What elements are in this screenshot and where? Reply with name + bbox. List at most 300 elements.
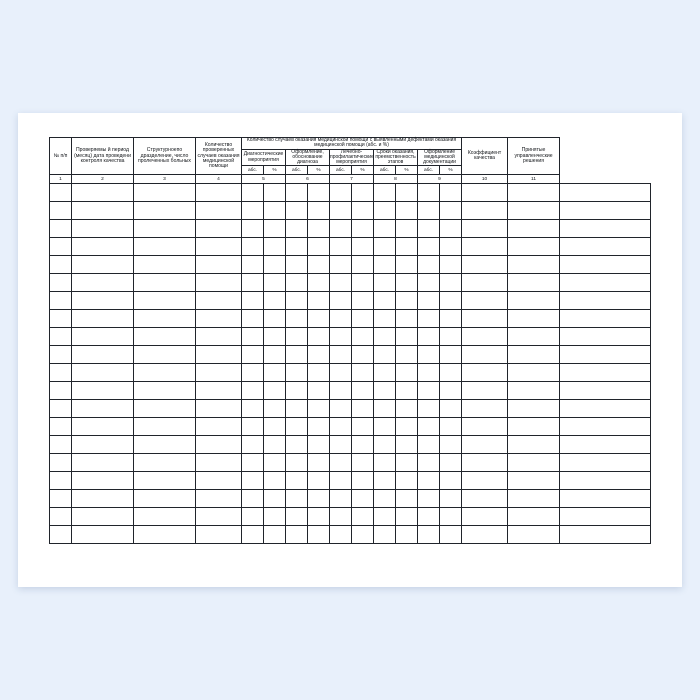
table-cell[interactable] xyxy=(462,256,508,274)
table-cell[interactable] xyxy=(72,364,134,382)
table-cell[interactable] xyxy=(286,328,308,346)
table-cell[interactable] xyxy=(134,292,196,310)
table-cell[interactable] xyxy=(418,184,440,202)
table-cell[interactable] xyxy=(560,489,651,507)
table-cell[interactable] xyxy=(508,381,560,399)
table-cell[interactable] xyxy=(286,220,308,238)
table-cell[interactable] xyxy=(286,417,308,435)
table-cell[interactable] xyxy=(50,328,72,346)
table-cell[interactable] xyxy=(440,256,462,274)
table-cell[interactable] xyxy=(242,346,264,364)
table-cell[interactable] xyxy=(264,346,286,364)
table-cell[interactable] xyxy=(418,202,440,220)
table-cell[interactable] xyxy=(440,489,462,507)
table-cell[interactable] xyxy=(134,525,196,543)
table-cell[interactable] xyxy=(264,471,286,489)
table-cell[interactable] xyxy=(286,399,308,417)
table-cell[interactable] xyxy=(440,471,462,489)
table-cell[interactable] xyxy=(308,220,330,238)
table-cell[interactable] xyxy=(508,364,560,382)
table-cell[interactable] xyxy=(134,220,196,238)
table-cell[interactable] xyxy=(330,399,352,417)
table-cell[interactable] xyxy=(308,364,330,382)
table-cell[interactable] xyxy=(352,507,374,525)
table-cell[interactable] xyxy=(50,202,72,220)
table-cell[interactable] xyxy=(330,310,352,328)
table-cell[interactable] xyxy=(134,310,196,328)
table-cell[interactable] xyxy=(196,184,242,202)
table-cell[interactable] xyxy=(72,399,134,417)
table-cell[interactable] xyxy=(308,417,330,435)
table-cell[interactable] xyxy=(462,202,508,220)
table-cell[interactable] xyxy=(418,435,440,453)
table-cell[interactable] xyxy=(264,292,286,310)
table-cell[interactable] xyxy=(50,453,72,471)
table-cell[interactable] xyxy=(352,489,374,507)
table-cell[interactable] xyxy=(134,381,196,399)
table-cell[interactable] xyxy=(508,184,560,202)
table-cell[interactable] xyxy=(72,525,134,543)
table-cell[interactable] xyxy=(508,525,560,543)
table-cell[interactable] xyxy=(352,256,374,274)
table-cell[interactable] xyxy=(508,292,560,310)
table-cell[interactable] xyxy=(72,184,134,202)
table-cell[interactable] xyxy=(196,453,242,471)
table-cell[interactable] xyxy=(134,489,196,507)
table-cell[interactable] xyxy=(72,220,134,238)
table-cell[interactable] xyxy=(196,364,242,382)
table-cell[interactable] xyxy=(352,310,374,328)
table-cell[interactable] xyxy=(264,256,286,274)
table-cell[interactable] xyxy=(396,202,418,220)
table-cell[interactable] xyxy=(462,417,508,435)
table-cell[interactable] xyxy=(396,364,418,382)
table-cell[interactable] xyxy=(134,202,196,220)
table-cell[interactable] xyxy=(508,507,560,525)
table-cell[interactable] xyxy=(508,238,560,256)
table-cell[interactable] xyxy=(72,346,134,364)
table-cell[interactable] xyxy=(286,310,308,328)
table-cell[interactable] xyxy=(374,417,396,435)
table-cell[interactable] xyxy=(462,346,508,364)
table-cell[interactable] xyxy=(286,525,308,543)
table-cell[interactable] xyxy=(286,292,308,310)
table-cell[interactable] xyxy=(286,507,308,525)
table-cell[interactable] xyxy=(374,274,396,292)
table-cell[interactable] xyxy=(330,381,352,399)
table-cell[interactable] xyxy=(286,346,308,364)
table-cell[interactable] xyxy=(196,346,242,364)
table-cell[interactable] xyxy=(286,489,308,507)
table-cell[interactable] xyxy=(50,489,72,507)
table-cell[interactable] xyxy=(560,364,651,382)
table-cell[interactable] xyxy=(560,399,651,417)
table-cell[interactable] xyxy=(50,381,72,399)
table-cell[interactable] xyxy=(72,310,134,328)
table-cell[interactable] xyxy=(330,220,352,238)
table-cell[interactable] xyxy=(560,220,651,238)
table-cell[interactable] xyxy=(374,399,396,417)
table-cell[interactable] xyxy=(396,507,418,525)
table-cell[interactable] xyxy=(396,310,418,328)
table-cell[interactable] xyxy=(352,238,374,256)
table-cell[interactable] xyxy=(352,274,374,292)
table-cell[interactable] xyxy=(72,256,134,274)
table-cell[interactable] xyxy=(72,274,134,292)
table-cell[interactable] xyxy=(196,328,242,346)
table-cell[interactable] xyxy=(330,184,352,202)
table-cell[interactable] xyxy=(286,202,308,220)
table-cell[interactable] xyxy=(134,435,196,453)
table-cell[interactable] xyxy=(134,346,196,364)
table-cell[interactable] xyxy=(352,184,374,202)
table-cell[interactable] xyxy=(418,346,440,364)
table-cell[interactable] xyxy=(264,364,286,382)
table-cell[interactable] xyxy=(330,507,352,525)
table-cell[interactable] xyxy=(440,399,462,417)
table-cell[interactable] xyxy=(418,399,440,417)
table-cell[interactable] xyxy=(418,507,440,525)
table-cell[interactable] xyxy=(330,364,352,382)
table-cell[interactable] xyxy=(50,507,72,525)
table-cell[interactable] xyxy=(440,292,462,310)
table-cell[interactable] xyxy=(374,202,396,220)
table-cell[interactable] xyxy=(242,328,264,346)
table-cell[interactable] xyxy=(508,274,560,292)
table-cell[interactable] xyxy=(50,435,72,453)
table-cell[interactable] xyxy=(308,489,330,507)
table-cell[interactable] xyxy=(396,471,418,489)
table-cell[interactable] xyxy=(50,238,72,256)
table-cell[interactable] xyxy=(374,346,396,364)
table-cell[interactable] xyxy=(560,525,651,543)
table-cell[interactable] xyxy=(374,364,396,382)
table-cell[interactable] xyxy=(134,256,196,274)
table-cell[interactable] xyxy=(264,525,286,543)
table-cell[interactable] xyxy=(286,274,308,292)
table-cell[interactable] xyxy=(374,256,396,274)
table-cell[interactable] xyxy=(418,453,440,471)
table-cell[interactable] xyxy=(50,417,72,435)
table-cell[interactable] xyxy=(330,489,352,507)
table-cell[interactable] xyxy=(508,256,560,274)
table-cell[interactable] xyxy=(72,453,134,471)
table-cell[interactable] xyxy=(242,310,264,328)
table-cell[interactable] xyxy=(72,435,134,453)
table-cell[interactable] xyxy=(330,417,352,435)
table-cell[interactable] xyxy=(560,346,651,364)
table-cell[interactable] xyxy=(286,184,308,202)
table-cell[interactable] xyxy=(462,328,508,346)
table-cell[interactable] xyxy=(508,328,560,346)
table-cell[interactable] xyxy=(242,220,264,238)
table-cell[interactable] xyxy=(374,381,396,399)
table-cell[interactable] xyxy=(196,417,242,435)
table-cell[interactable] xyxy=(50,525,72,543)
table-cell[interactable] xyxy=(396,184,418,202)
table-cell[interactable] xyxy=(462,220,508,238)
table-cell[interactable] xyxy=(242,399,264,417)
table-cell[interactable] xyxy=(374,489,396,507)
table-cell[interactable] xyxy=(242,525,264,543)
table-cell[interactable] xyxy=(264,381,286,399)
table-cell[interactable] xyxy=(308,328,330,346)
table-cell[interactable] xyxy=(418,525,440,543)
table-cell[interactable] xyxy=(440,220,462,238)
table-cell[interactable] xyxy=(134,417,196,435)
table-cell[interactable] xyxy=(264,489,286,507)
table-cell[interactable] xyxy=(134,328,196,346)
table-cell[interactable] xyxy=(462,292,508,310)
table-cell[interactable] xyxy=(264,435,286,453)
table-cell[interactable] xyxy=(264,274,286,292)
table-cell[interactable] xyxy=(264,310,286,328)
table-cell[interactable] xyxy=(462,274,508,292)
table-cell[interactable] xyxy=(308,346,330,364)
table-cell[interactable] xyxy=(374,525,396,543)
table-cell[interactable] xyxy=(286,364,308,382)
table-cell[interactable] xyxy=(462,381,508,399)
table-cell[interactable] xyxy=(72,292,134,310)
table-cell[interactable] xyxy=(462,507,508,525)
table-cell[interactable] xyxy=(352,453,374,471)
table-cell[interactable] xyxy=(508,435,560,453)
table-cell[interactable] xyxy=(134,274,196,292)
table-cell[interactable] xyxy=(440,328,462,346)
table-cell[interactable] xyxy=(508,202,560,220)
table-cell[interactable] xyxy=(50,471,72,489)
table-cell[interactable] xyxy=(50,256,72,274)
table-cell[interactable] xyxy=(374,238,396,256)
table-cell[interactable] xyxy=(242,507,264,525)
table-cell[interactable] xyxy=(264,507,286,525)
table-cell[interactable] xyxy=(440,274,462,292)
table-cell[interactable] xyxy=(72,328,134,346)
table-cell[interactable] xyxy=(352,328,374,346)
table-cell[interactable] xyxy=(440,202,462,220)
table-cell[interactable] xyxy=(560,310,651,328)
table-cell[interactable] xyxy=(196,274,242,292)
table-cell[interactable] xyxy=(330,256,352,274)
table-cell[interactable] xyxy=(352,292,374,310)
table-cell[interactable] xyxy=(330,238,352,256)
table-cell[interactable] xyxy=(330,292,352,310)
table-cell[interactable] xyxy=(242,381,264,399)
table-cell[interactable] xyxy=(196,381,242,399)
table-cell[interactable] xyxy=(242,202,264,220)
table-cell[interactable] xyxy=(374,292,396,310)
table-cell[interactable] xyxy=(308,525,330,543)
table-cell[interactable] xyxy=(462,184,508,202)
table-cell[interactable] xyxy=(196,310,242,328)
table-cell[interactable] xyxy=(396,399,418,417)
table-cell[interactable] xyxy=(196,202,242,220)
table-cell[interactable] xyxy=(374,471,396,489)
table-cell[interactable] xyxy=(264,220,286,238)
table-cell[interactable] xyxy=(418,220,440,238)
table-cell[interactable] xyxy=(508,453,560,471)
table-cell[interactable] xyxy=(242,417,264,435)
table-cell[interactable] xyxy=(418,471,440,489)
table-cell[interactable] xyxy=(396,274,418,292)
table-cell[interactable] xyxy=(196,435,242,453)
table-cell[interactable] xyxy=(508,346,560,364)
table-cell[interactable] xyxy=(264,238,286,256)
table-cell[interactable] xyxy=(286,256,308,274)
table-cell[interactable] xyxy=(50,184,72,202)
table-cell[interactable] xyxy=(196,489,242,507)
table-cell[interactable] xyxy=(508,220,560,238)
table-cell[interactable] xyxy=(308,381,330,399)
table-cell[interactable] xyxy=(264,417,286,435)
table-cell[interactable] xyxy=(308,256,330,274)
table-cell[interactable] xyxy=(330,202,352,220)
table-cell[interactable] xyxy=(508,489,560,507)
table-cell[interactable] xyxy=(308,453,330,471)
table-cell[interactable] xyxy=(560,256,651,274)
table-cell[interactable] xyxy=(330,328,352,346)
table-cell[interactable] xyxy=(440,346,462,364)
table-cell[interactable] xyxy=(560,435,651,453)
table-cell[interactable] xyxy=(196,238,242,256)
table-cell[interactable] xyxy=(286,453,308,471)
table-cell[interactable] xyxy=(264,202,286,220)
table-cell[interactable] xyxy=(560,471,651,489)
table-cell[interactable] xyxy=(462,364,508,382)
table-cell[interactable] xyxy=(242,364,264,382)
table-cell[interactable] xyxy=(308,202,330,220)
table-cell[interactable] xyxy=(196,507,242,525)
table-cell[interactable] xyxy=(330,346,352,364)
table-cell[interactable] xyxy=(462,435,508,453)
table-cell[interactable] xyxy=(396,328,418,346)
table-cell[interactable] xyxy=(440,525,462,543)
table-cell[interactable] xyxy=(352,364,374,382)
table-cell[interactable] xyxy=(396,238,418,256)
table-cell[interactable] xyxy=(418,310,440,328)
table-cell[interactable] xyxy=(242,238,264,256)
table-cell[interactable] xyxy=(72,202,134,220)
table-cell[interactable] xyxy=(396,256,418,274)
table-cell[interactable] xyxy=(352,417,374,435)
table-cell[interactable] xyxy=(508,471,560,489)
table-cell[interactable] xyxy=(440,507,462,525)
table-cell[interactable] xyxy=(308,435,330,453)
table-cell[interactable] xyxy=(396,220,418,238)
table-cell[interactable] xyxy=(72,381,134,399)
table-cell[interactable] xyxy=(396,453,418,471)
table-cell[interactable] xyxy=(50,220,72,238)
table-cell[interactable] xyxy=(134,364,196,382)
table-cell[interactable] xyxy=(418,381,440,399)
table-cell[interactable] xyxy=(72,238,134,256)
table-cell[interactable] xyxy=(462,399,508,417)
table-cell[interactable] xyxy=(418,417,440,435)
table-cell[interactable] xyxy=(374,507,396,525)
table-cell[interactable] xyxy=(330,274,352,292)
table-cell[interactable] xyxy=(560,238,651,256)
table-cell[interactable] xyxy=(560,417,651,435)
table-cell[interactable] xyxy=(418,364,440,382)
table-cell[interactable] xyxy=(560,184,651,202)
table-cell[interactable] xyxy=(72,471,134,489)
table-cell[interactable] xyxy=(242,274,264,292)
table-cell[interactable] xyxy=(462,471,508,489)
table-cell[interactable] xyxy=(440,238,462,256)
table-cell[interactable] xyxy=(264,399,286,417)
table-cell[interactable] xyxy=(286,238,308,256)
table-cell[interactable] xyxy=(352,525,374,543)
table-cell[interactable] xyxy=(242,453,264,471)
table-cell[interactable] xyxy=(352,435,374,453)
table-cell[interactable] xyxy=(374,328,396,346)
table-cell[interactable] xyxy=(286,471,308,489)
table-cell[interactable] xyxy=(134,507,196,525)
table-cell[interactable] xyxy=(352,202,374,220)
table-cell[interactable] xyxy=(264,184,286,202)
table-cell[interactable] xyxy=(242,292,264,310)
table-cell[interactable] xyxy=(242,256,264,274)
table-cell[interactable] xyxy=(134,453,196,471)
table-cell[interactable] xyxy=(286,435,308,453)
table-cell[interactable] xyxy=(196,220,242,238)
table-cell[interactable] xyxy=(418,489,440,507)
table-cell[interactable] xyxy=(440,184,462,202)
table-cell[interactable] xyxy=(440,417,462,435)
table-cell[interactable] xyxy=(396,346,418,364)
table-cell[interactable] xyxy=(440,435,462,453)
table-cell[interactable] xyxy=(308,310,330,328)
table-cell[interactable] xyxy=(50,399,72,417)
table-cell[interactable] xyxy=(560,274,651,292)
table-cell[interactable] xyxy=(242,435,264,453)
table-cell[interactable] xyxy=(462,525,508,543)
table-cell[interactable] xyxy=(508,310,560,328)
table-cell[interactable] xyxy=(560,381,651,399)
table-cell[interactable] xyxy=(560,202,651,220)
table-cell[interactable] xyxy=(352,399,374,417)
table-cell[interactable] xyxy=(50,364,72,382)
table-cell[interactable] xyxy=(242,184,264,202)
table-cell[interactable] xyxy=(396,435,418,453)
table-cell[interactable] xyxy=(134,399,196,417)
table-cell[interactable] xyxy=(560,453,651,471)
table-cell[interactable] xyxy=(242,489,264,507)
table-cell[interactable] xyxy=(50,274,72,292)
table-cell[interactable] xyxy=(352,471,374,489)
table-cell[interactable] xyxy=(196,256,242,274)
table-cell[interactable] xyxy=(352,346,374,364)
table-cell[interactable] xyxy=(196,399,242,417)
table-cell[interactable] xyxy=(396,292,418,310)
table-cell[interactable] xyxy=(50,292,72,310)
table-cell[interactable] xyxy=(440,453,462,471)
table-cell[interactable] xyxy=(264,453,286,471)
table-cell[interactable] xyxy=(374,184,396,202)
table-cell[interactable] xyxy=(330,471,352,489)
table-cell[interactable] xyxy=(72,507,134,525)
table-cell[interactable] xyxy=(308,184,330,202)
table-cell[interactable] xyxy=(308,274,330,292)
table-cell[interactable] xyxy=(440,310,462,328)
table-cell[interactable] xyxy=(560,507,651,525)
table-cell[interactable] xyxy=(440,381,462,399)
table-cell[interactable] xyxy=(134,184,196,202)
table-cell[interactable] xyxy=(134,238,196,256)
table-cell[interactable] xyxy=(196,525,242,543)
table-cell[interactable] xyxy=(440,364,462,382)
table-cell[interactable] xyxy=(462,453,508,471)
